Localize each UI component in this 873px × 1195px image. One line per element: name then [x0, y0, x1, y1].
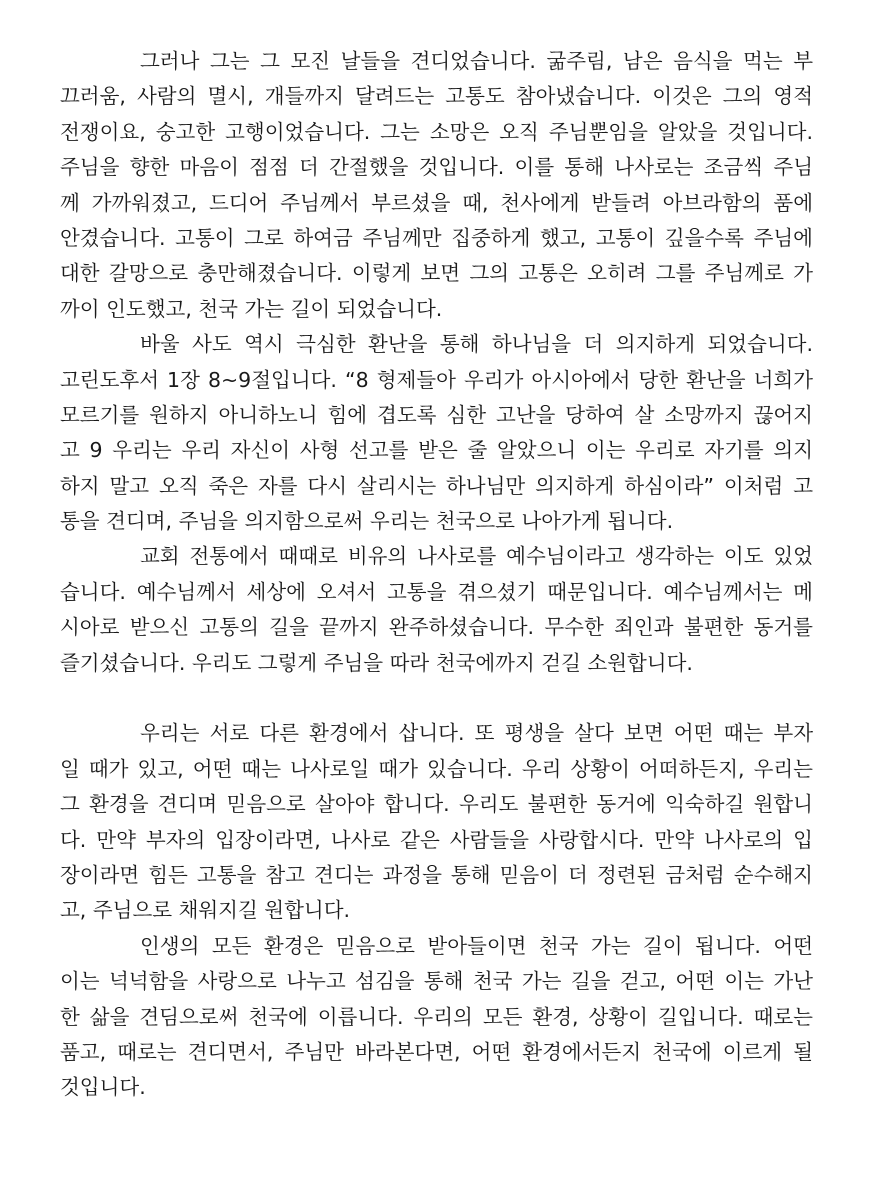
text-line: 고, 주님으로 채워지길 원합니다.	[60, 898, 351, 923]
paragraph-3	[60, 539, 813, 681]
text-line: 습니다. 예수님께서 세상에 오셔서 고통을 겪으셨기 때문입니다. 예수님께서는 메	[60, 579, 813, 604]
text-line: 품고, 때로는 견디면서, 주님만 바라본다면, 어떤 환경에서든지 천국에 이르게 될	[60, 1039, 813, 1064]
text-line: 그 환경을 견디며 믿음으로 살아야 합니다. 우리도 불편한 동거에 익숙하길 원합니	[60, 792, 813, 817]
text-line: 끄러움, 사람의 멸시, 개들까지 달려드는 고통도 참아냈습니다. 이것은 그의 영적	[60, 84, 813, 109]
paragraph-5	[60, 929, 813, 1106]
paragraph-2	[60, 327, 813, 539]
text-line: 통을 견디며, 주님을 의지함으로써 우리는 천국으로 나아가게 됩니다.	[60, 509, 674, 534]
text-line: 장이라면 힘든 고통을 참고 견디는 과정을 통해 믿음이 더 정련된 금처럼 순수해지	[60, 862, 813, 887]
paragraph-4	[60, 716, 813, 928]
text-line: 고 9 우리는 우리 자신이 사형 선고를 받은 줄 알았으니 이는 우리로 자기를 의지	[60, 438, 813, 463]
text-line: 한 삶을 견딤으로써 천국에 이릅니다. 우리의 모든 환경, 상황이 길입니다. 때로는	[60, 1004, 813, 1029]
text-line: 즐기셨습니다. 우리도 그렇게 주님을 따라 천국에까지 걷길 소원합니다.	[60, 650, 693, 675]
text-line: 대한 갈망으로 충만해졌습니다. 이렇게 보면 그의 고통은 오히려 그를 주님께로 가	[60, 261, 813, 286]
text-line: 안겼습니다. 고통이 그로 하여금 주님께만 집중하게 했고, 고통이 깊을수록 주님에	[60, 225, 813, 250]
text-line: 일 때가 있고, 어떤 때는 나사로일 때가 있습니다. 우리 상황이 어떠하든지, 우리는	[60, 756, 813, 781]
text-line: 고린도후서 1장 8~9절입니다. “8 형제들아 우리가 아시아에서 당한 환난을 너희가	[60, 367, 813, 392]
text-line: 까이 인도했고, 천국 가는 길이 되었습니다.	[60, 296, 443, 321]
text-line: 께 가까워졌고, 드디어 주님께서 부르셨을 때, 천사에게 받들려 아브라함의 품에	[60, 190, 813, 215]
text-line: 교회 전통에서 때때로 비유의 나사로를 예수님이라고 생각하는 이도 있었	[140, 544, 813, 569]
text-line: 시아로 받으신 고통의 길을 끝까지 완주하셨습니다. 무수한 죄인과 불편한 동거를	[60, 615, 813, 640]
paragraph-gap	[60, 681, 813, 716]
text-line: 것입니다.	[60, 1075, 146, 1100]
text-line: 다. 만약 부자의 입장이라면, 나사로 같은 사람들을 사랑합시다. 만약 나사로의 입	[60, 827, 813, 852]
text-line: 우리는 서로 다른 환경에서 삽니다. 또 평생을 살다 보면 어떤 때는 부자	[140, 721, 813, 746]
text-line: 주님을 향한 마음이 점점 더 간절했을 것입니다. 이를 통해 나사로는 조금씩 주님	[60, 155, 813, 180]
text-line: 전쟁이요, 숭고한 고행이었습니다. 그는 소망은 오직 주님뿐임을 알았을 것입니다.	[60, 119, 813, 144]
text-line: 모르기를 원하지 아니하노니 힘에 겹도록 심한 고난을 당하여 살 소망까지 끊어지	[60, 402, 813, 427]
text-line: 그러나 그는 그 모진 날들을 견디었습니다. 굶주림, 남은 음식을 먹는 부	[140, 49, 813, 73]
text-line: 이는 넉넉함을 사랑으로 나누고 섬김을 통해 천국 가는 길을 걷고, 어떤 이는 가난	[60, 969, 813, 994]
text-line: 하지 말고 오직 죽은 자를 다시 살리시는 하나님만 의지하게 하심이라” 이처럼 고	[60, 473, 813, 498]
document-body	[60, 44, 813, 1106]
text-line: 인생의 모든 환경은 믿음으로 받아들이면 천국 가는 길이 됩니다. 어떤	[140, 933, 813, 958]
text-line: 바울 사도 역시 극심한 환난을 통해 하나님을 더 의지하게 되었습니다.	[140, 332, 813, 357]
paragraph-1	[60, 44, 813, 327]
